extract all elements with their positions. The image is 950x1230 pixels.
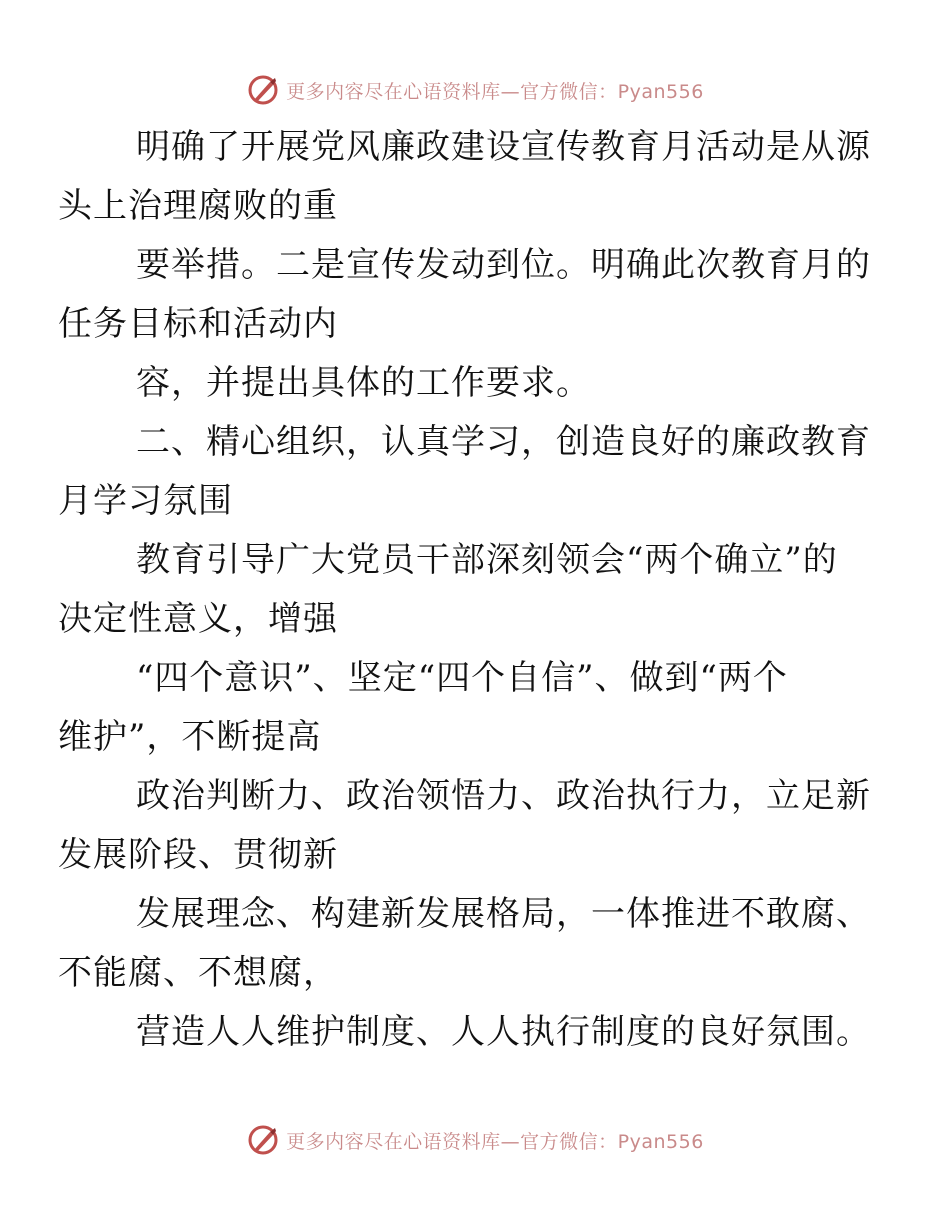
paragraph <box>58 885 871 1003</box>
paragraph-line: 发展阶段、贯彻新 <box>58 835 338 875</box>
paragraph-line: 发展理念、构建新发展格局，一体推进不敢腐、 <box>136 894 871 934</box>
paragraph <box>58 118 871 236</box>
paragraph-line: 要举措。二是宣传发动到位。明确此次教育月的 <box>136 245 871 285</box>
document-body <box>58 118 871 1062</box>
watermark-text: 更多内容尽在心语资料库—官方微信：Pyan556 <box>286 1130 704 1153</box>
paragraph-line: 容，并提出具体的工作要求。 <box>136 363 591 403</box>
paragraph <box>58 531 857 649</box>
footer-watermark <box>0 1120 950 1160</box>
paragraph-line: 任务目标和活动内 <box>58 304 338 344</box>
paragraph-line: 教育引导广大党员干部深刻领会“两个确立”的 <box>136 540 838 580</box>
paragraph-line: 不能腐、不想腐， <box>58 953 338 993</box>
paragraph-line: 维护”，不断提高 <box>58 717 322 757</box>
paragraph-line: 头上治理腐败的重 <box>58 186 338 226</box>
paragraph <box>58 236 871 354</box>
paragraph-line: “四个意识”、坚定“四个自信”、做到“两个 <box>136 658 788 698</box>
paragraph-line: 营造人人维护制度、人人执行制度的良好氛围。 <box>136 1012 871 1052</box>
paragraph <box>97 354 857 413</box>
pen-logo-icon <box>246 1123 280 1157</box>
paragraph-line: 决定性意义，增强 <box>58 599 338 639</box>
paragraph-line: 政治判断力、政治领悟力、政治执行力，立足新 <box>136 776 871 816</box>
paragraph-line: 二、精心组织，认真学习，创造良好的廉政教育 <box>136 422 871 462</box>
paragraph-line: 明确了开展党风廉政建设宣传教育月活动是从源 <box>136 127 871 167</box>
section-heading <box>58 413 871 531</box>
paragraph-line: 月学习氛围 <box>58 481 233 521</box>
paragraph <box>97 1003 871 1062</box>
paragraph <box>58 767 871 885</box>
watermark-text: 更多内容尽在心语资料库—官方微信：Pyan556 <box>286 80 704 103</box>
paragraph <box>58 649 857 767</box>
header-watermark <box>0 70 950 110</box>
pen-logo-icon <box>246 73 280 107</box>
